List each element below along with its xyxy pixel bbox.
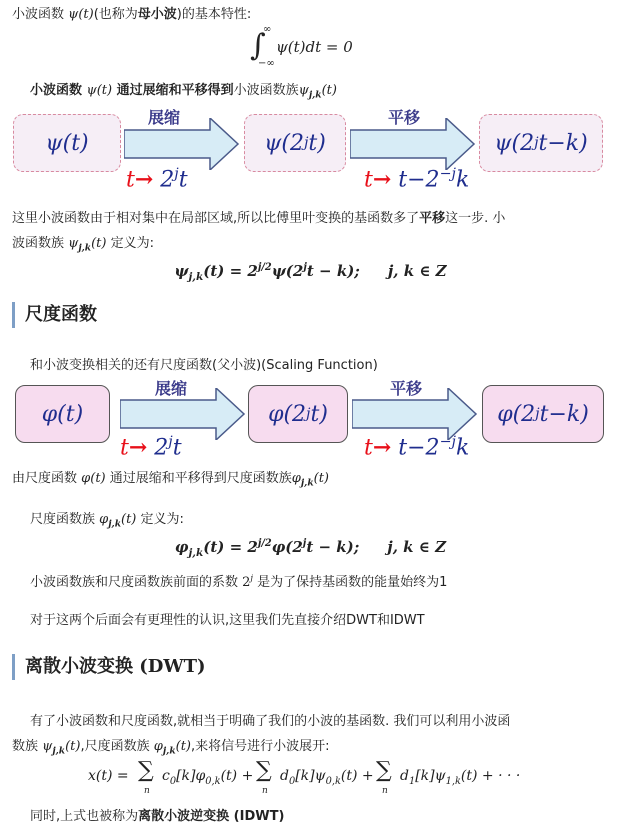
eq4-t3-tail: (t) + · · · — [460, 768, 521, 784]
scaling-dilate-label: 展缩 — [155, 379, 188, 398]
scaling-family-phi: φ(t) — [81, 471, 106, 486]
eq3-rhs-exp: j — [302, 538, 307, 549]
eq2-exp: j/2 — [257, 262, 272, 273]
phi-dilated-tail: t) — [310, 401, 328, 427]
scaling-dilate-map-exp: j — [168, 434, 173, 450]
eq3-lhs: φ — [174, 538, 189, 556]
intro-psi: ψ(t) — [68, 7, 94, 22]
eq4-term2 — [280, 768, 374, 787]
eq4-t3-sub2: 1,k — [445, 775, 461, 787]
eq4-term3 — [400, 768, 520, 787]
family-line-part1: 小波函数 — [30, 83, 87, 98]
psi-translated-base: ψ(2 — [494, 130, 535, 156]
explain-line1a: 这里小波函数由于相对集中在局部区域,所以比傅里叶变换的基函数多了 — [12, 211, 420, 226]
eq4-lhs: x(t) = — [88, 768, 129, 784]
psi-translated-tail: t−k) — [538, 130, 588, 156]
scaling-translate-mapping — [364, 434, 469, 460]
eq4-t1-sub: 0 — [169, 775, 177, 787]
translate-map-t: t — [364, 167, 373, 193]
psi-box-label: ψ(t) — [45, 130, 89, 156]
eq4-t1: c — [162, 768, 170, 784]
phi-dilated-base: φ(2 — [268, 401, 307, 427]
dwt-psi: ψ — [42, 739, 53, 754]
scaling-intro — [30, 354, 378, 373]
intro-line — [12, 3, 251, 22]
psi-box — [13, 114, 121, 172]
eq4-t1-rest: [k]φ — [176, 768, 206, 784]
scaling-translate-map-t: t — [364, 435, 373, 461]
scaling-family-part2: 通过展缩和平移得到尺度函数族 — [105, 471, 292, 486]
scaling-dilate-map-base: 2 — [154, 435, 169, 461]
eq2-lhs: ψ — [174, 262, 189, 280]
eq3-mid: (t) = 2 — [203, 538, 258, 556]
eq2-rhs-exp: j — [303, 262, 307, 273]
explain-family: ψ — [68, 236, 79, 251]
family-line-part2: 通过展缩和平移得到 — [112, 83, 234, 98]
eq2-condition: j, k ∈ Z — [387, 262, 447, 280]
dwt-para-line1-text: 有了小波函数和尺度函数,就相当于明确了我们的小波的基函数. 我们可以利用小波函 — [30, 714, 511, 729]
idwt-line — [30, 805, 284, 824]
eq2-mid: (t) = 2 — [203, 262, 258, 280]
section-heading-scaling — [12, 302, 97, 328]
intro-paren-open: (也称为 — [93, 7, 138, 22]
eq2-lhs-sub: j,k — [188, 271, 204, 283]
translate-map-exp: −j — [439, 166, 456, 182]
scaling-def-arg: (t) — [121, 512, 137, 527]
eq4-t2: d — [280, 768, 289, 784]
phi-translated-tail: t−k) — [539, 401, 589, 427]
scaling-translate-label: 平移 — [390, 379, 423, 398]
dwt-psi-sub: j,k — [52, 745, 66, 757]
explain-line1c: 这一步. 小 — [445, 211, 506, 226]
dilate-map-tail: t — [178, 167, 188, 193]
scaling-family-line — [12, 467, 329, 489]
eq3-rhs: φ(2 — [271, 538, 303, 556]
sum-index-1: n — [144, 786, 150, 796]
eq4-t2-rest: [k]ψ — [295, 768, 326, 784]
scaling-family-arg: (t) — [313, 471, 330, 486]
family-line-part3: 小波函数族 — [233, 83, 299, 98]
eq4-t2-sub2: 0,k — [325, 775, 341, 787]
eq2-rhs: ψ(2 — [271, 262, 304, 280]
eq4-t3-rest: [k]ψ — [415, 768, 446, 784]
family-line-arg: (t) — [321, 83, 337, 98]
family-line-sub: j,k — [308, 89, 322, 101]
eq4-t2-sub: 0 — [288, 775, 296, 787]
eq3-lhs-sub: j,k — [188, 547, 204, 559]
psi-dilated-box — [244, 114, 346, 172]
mother-wavelet-term: 母小波 — [137, 7, 177, 22]
phi-box — [15, 385, 110, 443]
eq3-exp: j/2 — [257, 538, 272, 549]
intro-paren-close: )的基本特性: — [176, 7, 252, 22]
eq2-rhs-tail: t − k); — [306, 262, 360, 280]
wavelet-family-line — [30, 79, 337, 101]
phi-translated-box — [482, 385, 604, 443]
eq4-t1-sub2: 0,k — [205, 775, 221, 787]
explain-family-arg: (t) — [91, 236, 107, 251]
dilate-arrow-label: 展缩 — [148, 108, 181, 127]
intro-prefix: 小波函数 — [12, 7, 69, 22]
eq3-condition: j, k ∈ Z — [387, 538, 447, 556]
sum-sign-1: ∑ — [138, 758, 154, 783]
dilate-map-arrow: → — [134, 166, 154, 193]
section-dwt-title: 离散小波变换 (DWT) — [25, 656, 206, 677]
scaling-family-symbol: φ — [291, 471, 301, 486]
coefficient-note — [30, 571, 447, 590]
psi-translated-box — [479, 114, 603, 172]
phi-dilated-exp: j — [306, 406, 311, 422]
deeper-note — [30, 609, 425, 628]
integral-upper: ∞ — [263, 24, 272, 35]
explain-line2a: 波函数族 — [12, 236, 69, 251]
scaling-dilate-map-t: t — [120, 435, 129, 461]
dwt-para-line-1 — [30, 710, 510, 729]
dwt-para-line2a: 数族 — [12, 739, 43, 754]
dilate-map-base: 2 — [160, 167, 175, 193]
psi-dilated-exp: j — [303, 135, 309, 151]
coef-exp: j — [250, 572, 254, 583]
translate-map-arrow: → — [372, 166, 392, 193]
dilate-map-t: t — [126, 167, 135, 193]
integral-body: ψ(t)dt = 0 — [276, 38, 353, 56]
eq4-t3-sub: 1 — [408, 775, 416, 787]
deeper-note-text: 对于这两个后面会有更理性的认识,这里我们先直接介绍DWT和IDWT — [30, 613, 425, 628]
sum-index-3: n — [382, 786, 388, 796]
translate-map-base: t−2 — [398, 167, 440, 193]
scaling-def-part1: 尺度函数族 — [30, 512, 100, 527]
idwt-term: 离散小波逆变换 (IDWT) — [138, 809, 285, 824]
sum-index-2: n — [262, 786, 268, 796]
eq4-t1-tail: (t) + — [220, 768, 254, 784]
scaling-family-sub: j,k — [300, 477, 314, 489]
scaling-def-part2: 定义为: — [136, 512, 184, 527]
dwt-phi-sub: j,k — [162, 745, 176, 757]
phi-translated-base: φ(2 — [497, 401, 536, 427]
psi-translated-exp: j — [534, 135, 539, 151]
idwt-line-part1: 同时,上式也被称为 — [30, 809, 139, 824]
scaling-translate-map-exp: −j — [439, 434, 456, 450]
integral-lower: −∞ — [258, 58, 275, 69]
dwt-para-line2b: ,尺度函数族 — [80, 739, 154, 754]
dwt-phi: φ — [153, 739, 163, 754]
eq3-rhs-tail: t − k); — [306, 538, 360, 556]
psi-dilated-base: ψ(2 — [264, 130, 304, 156]
explain-line-2 — [12, 232, 154, 254]
eq4-term1 — [162, 768, 253, 787]
scaling-translate-map-tail: k — [455, 435, 470, 461]
scaling-family-equation — [0, 538, 621, 559]
integral-sign: ∫ — [250, 28, 266, 63]
translate-map-tail: k — [455, 167, 470, 193]
explain-line2b: 定义为: — [106, 236, 154, 251]
scaling-def-sub: j,k — [108, 518, 122, 530]
dilate-map-exp: j — [174, 166, 179, 182]
scaling-dilate-map-tail: t — [172, 435, 182, 461]
dwt-psi-arg: (t) — [65, 739, 81, 754]
coef-note-part1: 小波函数族和尺度函数族前面的系数 — [30, 575, 243, 590]
family-line-psi: ψ(t) — [86, 83, 113, 98]
section-heading-dwt — [12, 654, 206, 680]
eq4-t2-tail: (t) + — [340, 768, 374, 784]
dwt-para-line-2 — [12, 735, 330, 757]
coef-note-part2: 是为了保持基函数的能量始终为1 — [253, 575, 448, 590]
coef-base: 2 — [242, 575, 251, 590]
explain-translate-term: 平移 — [419, 211, 446, 226]
explain-line-1 — [12, 207, 505, 226]
phi-dilated-box — [248, 385, 348, 443]
sum-sign-2: ∑ — [256, 758, 272, 783]
scaling-family-part1: 由尺度函数 — [12, 471, 82, 486]
dilate-mapping — [126, 166, 188, 192]
translate-mapping — [364, 166, 469, 192]
family-line-family: ψ — [298, 83, 309, 98]
section-scaling-title: 尺度函数 — [25, 304, 97, 325]
eq4-t3: d — [400, 768, 409, 784]
scaling-dilate-mapping — [120, 434, 182, 460]
scaling-def-line — [30, 508, 184, 530]
translate-arrow-label: 平移 — [388, 108, 421, 127]
dilate-arrow-shape — [124, 118, 238, 170]
phi-box-label: φ(t) — [41, 401, 84, 427]
phi-translated-exp: j — [535, 406, 540, 422]
dwt-phi-arg: (t) — [175, 739, 191, 754]
wavelet-family-equation — [0, 262, 621, 283]
psi-dilated-tail: t) — [308, 130, 326, 156]
explain-family-sub: j,k — [78, 242, 92, 254]
scaling-translate-map-arrow: → — [372, 434, 392, 461]
scaling-intro-text: 和小波变换相关的还有尺度函数(父小波)(Scaling Function) — [30, 358, 378, 373]
scaling-dilate-map-arrow: → — [128, 434, 148, 461]
scaling-def-family: φ — [99, 512, 109, 527]
scaling-translate-map-base: t−2 — [398, 435, 440, 461]
dwt-para-line2c: ,来将信号进行小波展开: — [191, 739, 330, 754]
dilate-arrow — [124, 118, 240, 170]
sum-sign-3: ∑ — [376, 758, 392, 783]
